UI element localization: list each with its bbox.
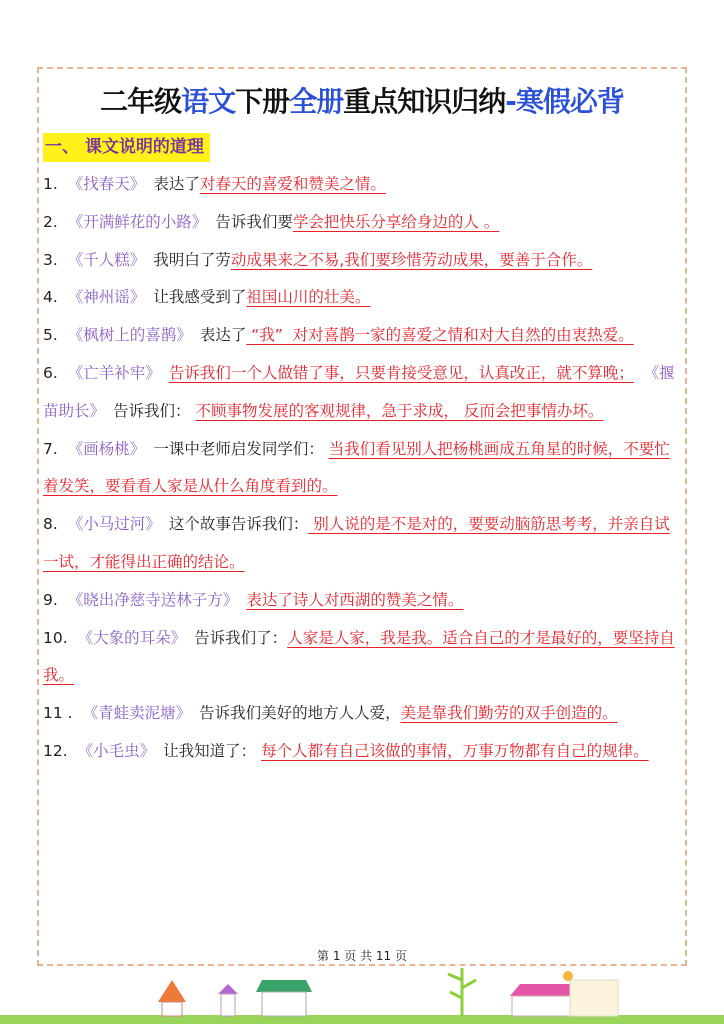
page-title	[0, 80, 724, 120]
lesson-title: 《千人糕》	[67, 250, 146, 269]
item-text: 表达了	[153, 175, 200, 193]
item-number: 6.	[43, 363, 58, 382]
section-heading: 一、 课文说明的道理	[43, 133, 210, 162]
lesson-title: 《枫树上的喜鹊》	[67, 326, 192, 345]
item-number: 7.	[43, 439, 58, 458]
lesson-title: 《亡羊补牢》	[67, 363, 161, 382]
item-text: 告诉我们要	[215, 212, 293, 231]
bottom-decoration	[0, 966, 724, 1024]
title-part: 二年级	[100, 85, 182, 118]
key-point: 祖国山川的壮美。	[246, 288, 371, 307]
item-number: 9.	[43, 590, 58, 609]
list-item	[43, 431, 682, 507]
key-point: 当我们看见别人把杨桃画成五角星的时候，不要忙着发笑，要看看人家是从什么角度看到的。	[43, 439, 670, 496]
list-item	[43, 204, 682, 242]
house-icon	[510, 971, 618, 1016]
item-number: 3.	[43, 250, 58, 269]
lesson-title: 《大象的耳朵》	[77, 628, 187, 647]
page-number: 第 1 页 共 11 页	[317, 949, 407, 963]
house-icon	[256, 980, 312, 1016]
list-item	[43, 733, 682, 771]
lesson-title: 《找春天》	[67, 175, 146, 193]
list-item	[43, 279, 682, 317]
title-part: 下册	[235, 85, 290, 118]
item-number: 1.	[43, 175, 58, 193]
item-number: 12.	[43, 741, 68, 760]
item-number: 10.	[43, 628, 68, 647]
item-text	[634, 364, 644, 382]
lesson-title: 《神州谣》	[67, 288, 146, 307]
item-text: 这个故事告诉我们：	[168, 515, 309, 534]
list-item	[43, 506, 682, 582]
lesson-title: 《揠苗助长》	[43, 363, 675, 420]
plant-icon	[448, 968, 476, 1016]
key-point: 对春天的喜爱和赞美之情。	[199, 175, 386, 193]
item-text: 告诉我们美好的地方人人爱，	[199, 704, 401, 723]
lesson-title: 《开满鲜花的小路》	[67, 212, 208, 231]
key-point: 每个人都有自己该做的事情，万事万物都有自己的规律。	[261, 741, 649, 760]
item-number: 8.	[43, 515, 58, 534]
key-point: 不顾事物发展的客观规律，急于求成， 反而会把事情办坏。	[195, 401, 604, 420]
list-item	[43, 166, 682, 204]
key-point: “我” 对对喜鹊一家的喜爱之情和对大自然的由衷热爱。	[246, 326, 634, 345]
key-point: 动成果来之不易,我们要珍惜劳动成果，要善于合作。	[230, 250, 593, 269]
key-point: 告诉我们一个人做错了事，只要肯接受意见，认真改正，就不算晚；	[168, 363, 634, 382]
list-item	[43, 317, 682, 355]
house-icon	[158, 980, 186, 1016]
lesson-title: 《青蛙卖泥塘》	[82, 704, 192, 723]
item-text: 让我知道了：	[163, 741, 262, 760]
lesson-list	[43, 166, 682, 771]
title-part: -寒假必背	[505, 85, 624, 118]
key-point: 人家是人家，我是我。适合自己的才是最好的，要坚持自我。	[43, 628, 675, 685]
title-part: 重点知识归纳	[343, 85, 506, 118]
list-item	[43, 582, 682, 620]
title-part: 全册	[289, 85, 344, 118]
lesson-title: 《小毛虫》	[77, 741, 156, 760]
item-number: 4.	[43, 288, 58, 307]
key-point: 别人说的是不是对的，要要动脑筋思考考，并亲自试一试，才能得出正确的结论。	[43, 515, 670, 571]
list-item	[43, 620, 682, 696]
item-text: 让我感受到了	[153, 288, 247, 307]
item-text: 表达了	[199, 326, 247, 345]
key-point: 美是靠我们勤劳的双手创造的。	[400, 704, 618, 723]
item-text: 我明白了劳	[153, 250, 231, 269]
item-number: 11 .	[43, 704, 73, 723]
lesson-title: 《晓出净慈寺送林子方》	[67, 590, 239, 609]
lesson-title: 《小马过河》	[67, 515, 161, 534]
list-item	[43, 355, 682, 431]
item-text: 告诉我们：	[113, 401, 196, 420]
lesson-title: 《画杨桃》	[67, 439, 146, 458]
item-number: 5.	[43, 326, 58, 345]
house-icon	[218, 984, 238, 1016]
key-point: 学会把快乐分享给身边的人 。	[292, 212, 500, 231]
item-text: 一课中老师启发同学们：	[153, 439, 329, 458]
item-text: 告诉我们了：	[194, 628, 288, 647]
key-point: 表达了诗人对西湖的赞美之情。	[246, 590, 464, 609]
list-item	[43, 242, 682, 280]
title-part: 语文	[181, 85, 236, 118]
list-item	[43, 695, 682, 733]
item-number: 2.	[43, 212, 58, 231]
